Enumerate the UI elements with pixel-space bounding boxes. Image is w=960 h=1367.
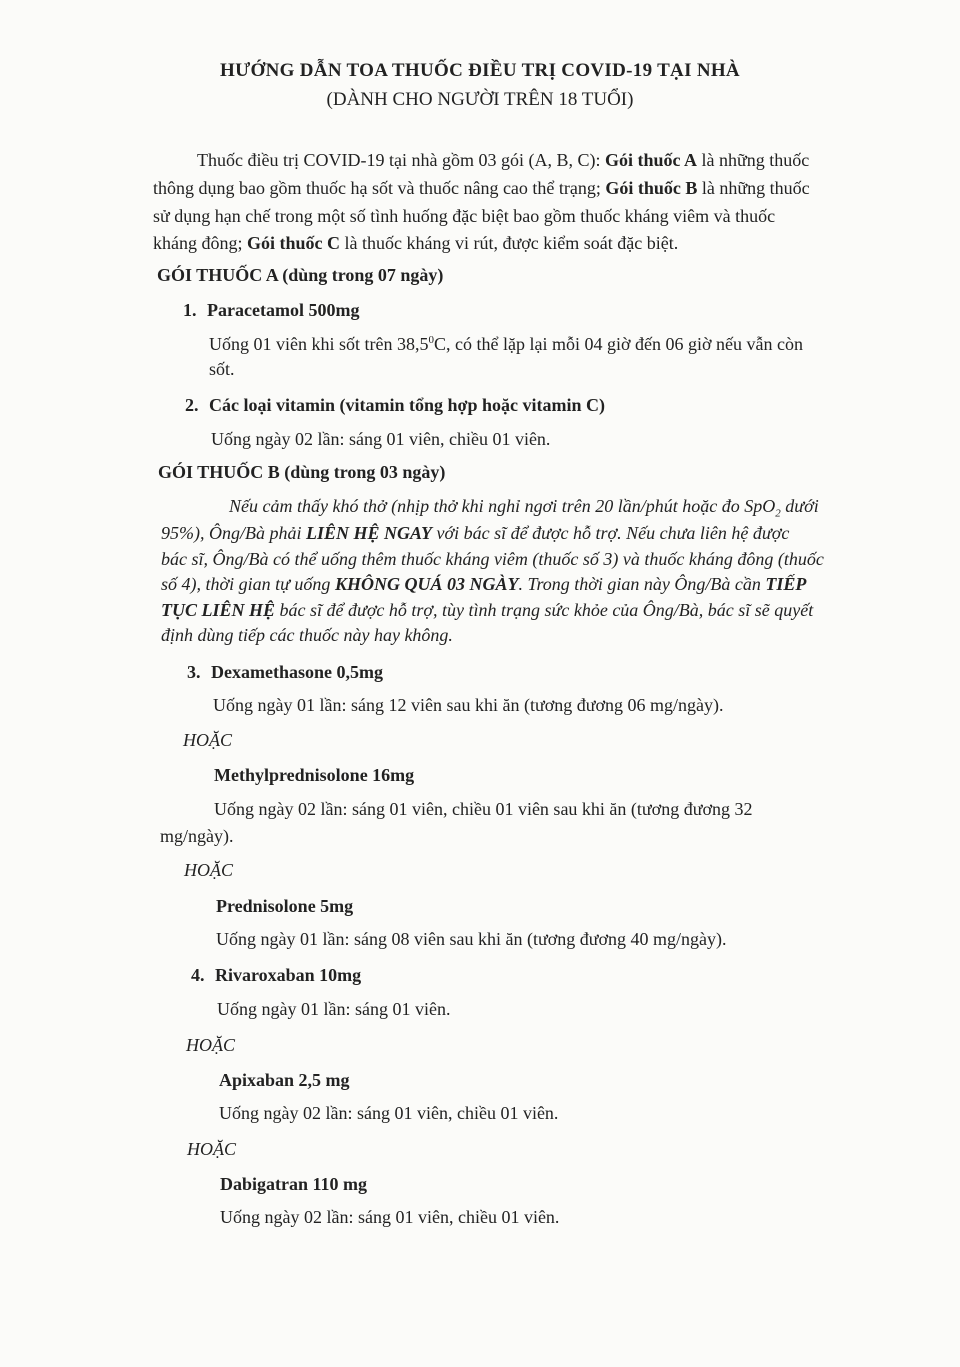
item-number: 1. — [183, 300, 197, 320]
or-label: HOẶC — [183, 730, 232, 750]
note-emphasis: KHÔNG QUÁ 03 NGÀY — [334, 574, 519, 594]
item-2-heading — [185, 395, 605, 416]
drug-name: Các loại vitamin (vitamin tổng hợp hoặc vitamin C) — [209, 395, 605, 415]
note-emphasis: LIÊN HỆ NGAY — [305, 523, 433, 543]
intro-bold: Gói thuốc C — [247, 233, 341, 253]
dose-text: C, có thể lặp lại mỗi 04 giờ đến 06 giờ nếu vẫn còn — [433, 334, 803, 354]
package-b-heading: GÓI THUỐC B (dùng trong 03 ngày) — [158, 462, 446, 482]
apixaban-dose: Uống ngày 02 lần: sáng 01 viên, chiều 01 viên. — [219, 1103, 559, 1123]
document-subtitle: (DÀNH CHO NGƯỜI TRÊN 18 TUỔI) — [326, 89, 634, 110]
item-1-dose-line-1 — [209, 334, 803, 355]
dose-text: Uống 01 viên khi sốt trên 38,5 — [209, 334, 429, 354]
note-line-5 — [161, 600, 813, 621]
note-line-2 — [161, 523, 789, 544]
intro-bold: Gói thuốc A — [604, 150, 697, 170]
note-text: số 4), thời gian tự uống — [161, 574, 335, 594]
intro-line-2 — [153, 178, 810, 199]
intro-bold: Gói thuốc B — [605, 178, 698, 198]
or-label: HOẶC — [186, 1035, 235, 1055]
note-emphasis: TỤC LIÊN HỆ — [161, 600, 276, 620]
intro-line-1 — [197, 150, 809, 171]
drug-name: Paracetamol 500mg — [207, 300, 360, 320]
drug-name: Rivaroxaban 10mg — [215, 965, 362, 985]
item-4-heading — [191, 965, 361, 986]
note-emphasis: TIẾP — [765, 574, 807, 594]
intro-text: Thuốc điều trị COVID-19 tại nhà gồm 03 gói (A, B, C): — [197, 150, 605, 170]
note-line-1 — [229, 496, 819, 520]
note-text: . Trong thời gian này Ông/Bà cần — [518, 574, 766, 594]
methylprednisolone-dose-2: mg/ngày). — [160, 826, 234, 846]
note-text: dưới — [780, 496, 819, 516]
apixaban-heading: Apixaban 2,5 mg — [219, 1070, 350, 1090]
item-number: 4. — [191, 965, 205, 985]
dabigatran-heading: Dabigatran 110 mg — [220, 1174, 368, 1194]
intro-text: kháng đông; — [153, 233, 247, 253]
note-line-3: bác sĩ, Ông/Bà có thể uống thêm thuốc kháng viêm (thuốc số 3) và thuốc kháng đông (thuốc — [161, 549, 824, 569]
note-sub: 2 — [775, 507, 781, 520]
package-a-heading: GÓI THUỐC A (dùng trong 07 ngày) — [157, 265, 444, 285]
or-label: HOẶC — [184, 860, 233, 880]
intro-line-3: sử dụng hạn chế trong một số tình huống đặc biệt bao gồm thuốc kháng viêm và thuốc — [153, 206, 776, 226]
note-text: Nếu cảm thấy khó thở (nhịp thở khi nghỉ ngơi trên 20 lần/phút hoặc đo SpO — [229, 496, 776, 516]
note-line-4 — [161, 574, 806, 595]
item-1-heading — [183, 300, 359, 321]
note-text: với bác sĩ để được hỗ trợ. Nếu chưa liên hệ được — [432, 523, 790, 543]
drug-name: Dexamethasone 0,5mg — [211, 662, 383, 682]
or-label: HOẶC — [187, 1139, 236, 1159]
methylprednisolone-heading: Methylprednisolone 16mg — [214, 765, 415, 785]
note-line-6: định dùng tiếp các thuốc này hay không. — [161, 625, 453, 645]
note-text: bác sĩ để được hỗ trợ, tùy tình trạng sức khỏe của Ông/Bà, bác sĩ sẽ quyết — [275, 600, 814, 620]
intro-text: là những thuốc — [696, 150, 810, 170]
intro-text: thông dụng bao gồm thuốc hạ sốt và thuốc nâng cao thể trạng; — [153, 178, 606, 198]
item-number: 3. — [187, 662, 201, 682]
item-4-dose: Uống ngày 01 lần: sáng 01 viên. — [217, 999, 451, 1019]
note-text: 95%), Ông/Bà phải — [161, 523, 306, 543]
dabigatran-dose: Uống ngày 02 lần: sáng 01 viên, chiều 01 viên. — [220, 1207, 560, 1227]
item-3-dose: Uống ngày 01 lần: sáng 12 viên sau khi ăn (tương đương 06 mg/ngày). — [213, 695, 724, 715]
item-2-dose: Uống ngày 02 lần: sáng 01 viên, chiều 01 viên. — [211, 429, 551, 449]
methylprednisolone-dose-1: Uống ngày 02 lần: sáng 01 viên, chiều 01 viên sau khi ăn (tương đương 32 — [214, 799, 753, 819]
item-3-heading — [187, 662, 383, 683]
item-number: 2. — [185, 395, 199, 415]
degree-sup: 0 — [428, 334, 434, 346]
prednisolone-heading: Prednisolone 5mg — [216, 896, 354, 916]
intro-text: là những thuốc — [697, 178, 810, 198]
intro-text: là thuốc kháng vi rút, được kiểm soát đặc biệt. — [340, 233, 679, 253]
intro-line-4 — [153, 233, 678, 254]
document-title: HƯỚNG DẪN TOA THUỐC ĐIỀU TRỊ COVID-19 TẠI NHÀ — [220, 60, 740, 81]
prednisolone-dose: Uống ngày 01 lần: sáng 08 viên sau khi ăn (tương đương 40 mg/ngày). — [216, 929, 727, 949]
item-1-dose-line-2: sốt. — [209, 359, 235, 379]
